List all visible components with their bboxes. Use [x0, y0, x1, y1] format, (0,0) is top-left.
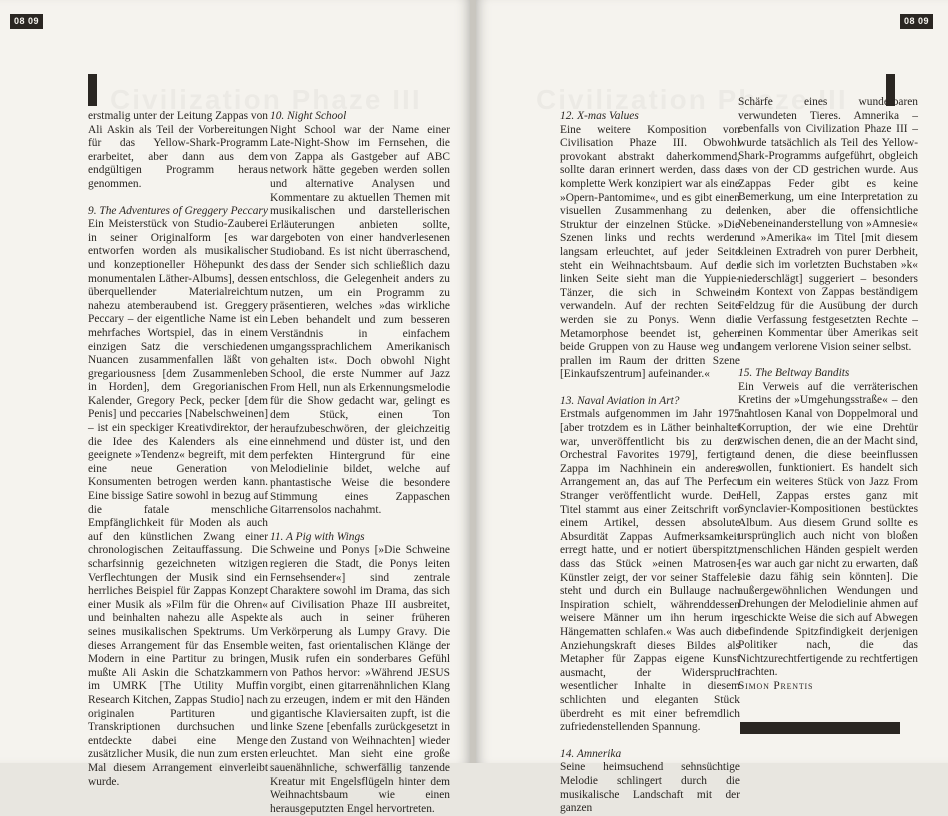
section-12-title: 12. X-mas Values [560, 110, 639, 122]
section-11-title: 11. A Pig with Wings [270, 530, 365, 543]
section-9 [88, 205, 268, 790]
right-column-2 [738, 96, 918, 694]
footer-bar [740, 722, 900, 734]
section-12 [560, 110, 740, 382]
right-page [476, 0, 948, 815]
section-marker-left [88, 74, 97, 106]
left-column-2 [270, 110, 450, 816]
section-14-title: 14. Amnerika [560, 747, 622, 760]
left-column-1 [88, 110, 268, 789]
section-10 [270, 110, 450, 518]
amnerika-continuation: Schärfe eines wunderbaren verwundeten Tieres. Amnerika – ebenfalls von Civilization Phaze III – wurde tatsächlich als Teil des Yellow-Shark-Programms aufgeführt, obgleich es von der CD gestrichen wurde. Aus Zappas Feder gibt es keine Bemerkung, um eine Interpretation zu lenken, aber die offensichtliche Nebeneinanderstellung von »Amnesie« und »Amerika« im Titel [mit diesem kleinen Extradreh von purer Derbheit, die sich im vorletzten Buchstaben »k« niederschlägt] suggeriert – besonders im Kontext von Zappas beständigem Feldzug für die Ausübung der durch die Verfassung festgesetzten Rechte – einen Kommentar über Amerikas seit langem verlorene Vision seiner selbst. [738, 96, 918, 353]
section-15 [738, 367, 918, 693]
section-13 [560, 395, 740, 735]
section-12-body: Eine weitere Komposition von Civilisation Phaze III. Obwohl provokant abstrakt daherkommend, sollte daran erinnert werden, dass das komplette Werk konzipiert war als eine »Opern-Pantomime«, und es gibt einen visuellen Zusammenhang zu der Struktur der einzelnen Stücke. »Die Szenen links und rechts werden langsam erleuchtet, auf jeder Seite steht ein Weihnachtsbaum. Auf der linken Seite sieht man die Yuppie-Tänzer, die sich in Schweine verwandeln. Auf der rechten Seite werden sie zu Ponys. Wenn die Metamorphose beendet ist, gehen beide Gruppen von zu Hause weg und prallen im Raum der dritten Szene [Einkaufszentrum] aufeinander.« [560, 123, 740, 381]
author-signature: Simon Prentis [738, 679, 814, 692]
page-number-right: 08 09 [900, 14, 933, 29]
section-13-body: Erstmals aufgenommen im Jahr 1975 [aber trotzdem es in Läther beinhaltet war, unveröffentlicht bis zu den Orchestral Favorites 1979], fertigte Zappa im Nachhinein ein anderes Arrangement an, das auf The Perfect Stranger veröffentlicht wurde. Der Titel stammt aus einer Zeitschrift von einem Artikel, dessen absolute Absurdität Zappas Aufmerksamkeit erregt hatte, und er notiert überspitzt, dass das Stück »einen Matrosen-Künstler zeigt, der vor seiner Staffelei steht und durch ein Bullauge nach Inspiration schielt, währenddessen weisere Männer um ihn herum in Hängematten schlafen.« Was auch die Anziehungskraft dieses Bildes als Metapher für Zappas eigene Kunst ausmacht, der Widerspruch wesentlicher Inhalte in diesem schlichten und eleganten Stück überdreht es mit einer befremdlich zufriedenstellenden Spannung. [560, 408, 740, 734]
section-10-body: Night School war der Name einer Late-Night-Show im Fernsehen, die von Zappa als Gastgeber auf ABC network hätte gegeben werden sollen und alternative Analysen und Kommentare zu aktuellen Themen mit musikalischen und darstellerischen Erläuterungen anbieten sollte, dargeboten von einer handverlesenen Studioband. Es ist nicht überraschend, dass der Sender sich schließlich dazu entschloss, die Gelegenheit anders zu nutzen, um ein Programm zu präsentieren, welches »das wirkliche Leben behandelt und zum besseren Verständnis in einfachem umgangssprachlichem Amerikanisch gehalten ist«. Doch obwohl Night School, die erste Nummer auf Jazz From Hell, nun als Erkennungsmelodie für die Show gedacht war, gelingt es dem Stück, einen Ton heraufzubeschwören, der gleichzeitig einnehmend und düster ist, und den perfekten Hintergrund für eine Melodielinie bildet, welche auf phantastische Weise die besondere Stimmung eines Zappaschen Gitarrensolos nachahmt. [270, 123, 450, 517]
section-15-body: Ein Verweis auf die verräterischen Kretins der »Umgehungsstraße« – den nahtlosen Kanal von Doppelmoral und Korruption, der wie eine Drehtür zwischen denen, die an der Macht sind, und denen, die diese beeinflussen wollen, funktioniert. Es handelt sich um ein weiteres Stück von Jazz From Hell, Zappas erstes ganz mit Synclavier-Kompositionen bestücktes Album. Aus diesem Grund sollte es ursprünglich auch nicht von bloßen menschlichen Händen gespielt werden [es war auch gar nicht zu erwarten, daß sie dazu fähig sein könnten]. Die außergewöhnlichen Wendungen und Drehungen der Melodielinie ahmen auf geschickte Weise die sich auf Abwegen befindende Spitzfindigkeit derjenigen Politiker nach, die das Nichtzurechtfertigende zu rechtfertigen trachten. [738, 380, 918, 679]
section-14 [560, 748, 740, 816]
section-15-title: 15. The Beltway Bandits [738, 367, 850, 380]
section-14-body: Seine heimsuchend sehnsüchtige Melodie schlingert durch die musikalische Landschaft mit der ganzen [560, 761, 740, 815]
left-page [0, 0, 470, 815]
section-9-body: Ein Meisterstück von Studio-Zauberei in seiner Originalform [es war entworfen worden als musikalischer und konzeptioneller Höhepunkt des monumentalen Läther-Albums], dessen überquellender Materialreichtum nahezu atemberaubend ist. Greggery Peccary – der eigentliche Name ist ein mehrfaches Wortspiel, das in einem einzigen Satz die verschiedenen Nuancen zusammenfallen läßt von gregariousness [dem Zusammenleben in Horden], dem Gregorianischen Kalender, Gregory Peck, pecker [dem Penis] und peccaries [Nabelschweinen] – ist ein speckiger Kreativdirektor, der die Idee des Kalenders als eine geeignete »Tendenz« begreift, mit dem eine neue Generation von Konsumenten betrogen werden kann. Eine bissige Satire sowohl in bezug auf die fatale menschliche Empfänglichkeit für Moden als auch auf den künstlichen Zwang einer chronologischen Zeitauffassung. Die scharfsinnig gezeichneten witzigen Verflechtungen der Musik sind ein herrliches Beispiel für Zappas Konzept einer Musik als »Film für die Ohren« und beinhalten nahezu alle Aspekte seines musikalischen Spektrums. Um dieses Arrangement für das Ensemble Modern in eine Partitur zu bringen, mußte Ali Askin die Schatzkammern im UMRK [The Utility Muffin Research Kitchen, Zappas Studio] nach originalen Partituren und Transkriptionen durchsuchen und entdeckte dabei eine Menge zusätzlicher Musik, die nun zum ersten Mal diesem Arrangement einverleibt wurde. [88, 218, 268, 788]
section-11-body: Schweine und Ponys [»Die Schweine regieren die Stadt, die Ponys leiten Fernsehsender«] sind zentrale Charaktere sowohl im Drama, das sich auf Civilisation Phaze III ausbreitet, als auch in seiner früheren Verkörperung als Lumpy Gravy. Die weiten, fast orientalischen Klänge der Musik rufen ein sonderbares Gefühl von Pathos hervor: »Während JESUS vorgibt, einen gitarrenähnlichen Klang zu erzeugen, indem er mit den Händen gigantische Klaviersaiten zupft, ist die linke Szene [ebenfalls zurückgesetzt in den Zustand von Weihnachten] wieder erleuchtet. Man sieht eine große sauenähnliche, schwerfällig tanzende Kreatur mit Engelsflügeln hinter dem Weihnachtsbaum wie einen herausgeputzten Engel hervortreten. [270, 544, 450, 815]
section-13-title: 13. Naval Aviation in Art? [560, 394, 680, 407]
section-11 [270, 531, 450, 816]
right-column-1 [560, 110, 740, 816]
section-9-title: 9. The Adventures of Greggery Peccary [88, 204, 268, 217]
intro-paragraph: erstmalig unter der Leitung Zappas von Ali Askin als Teil der Vorbereitungen für das Yellow-Shark-Programm erarbeitet, aber dann aus dem endgültigen Programm heraus genommen. [88, 110, 268, 190]
section-10-title: 10. Night School [270, 110, 347, 122]
page-number-left: 08 09 [10, 14, 43, 29]
